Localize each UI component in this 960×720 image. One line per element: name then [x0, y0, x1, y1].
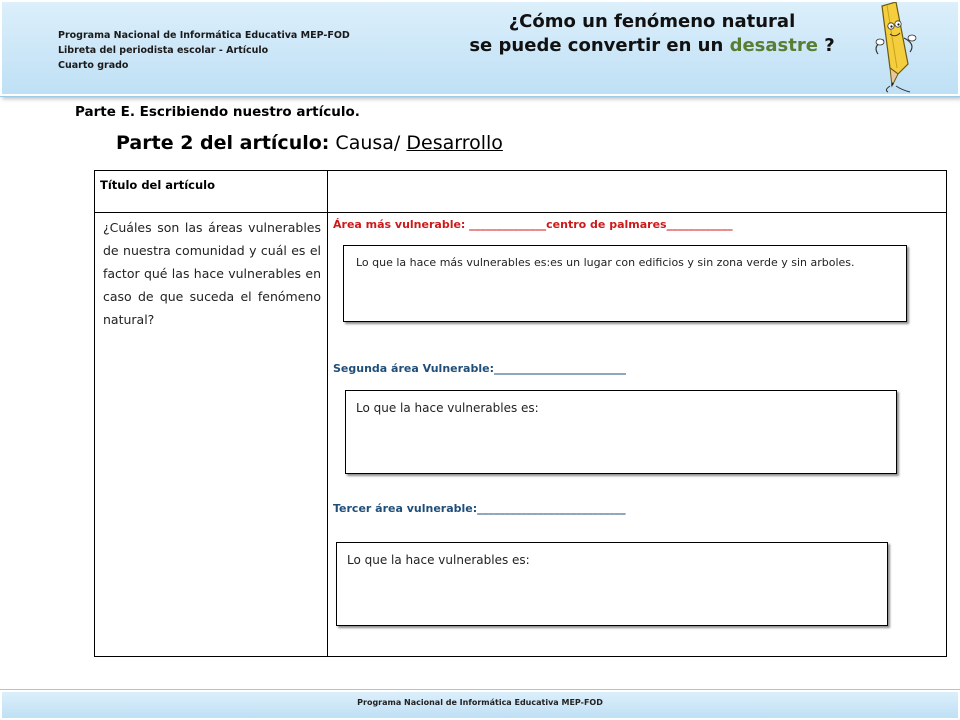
- article-title-field[interactable]: [330, 172, 943, 210]
- area-2-answer-box[interactable]: [345, 390, 897, 474]
- footer-text: Programa Nacional de Informática Educativa MEP-FOD: [357, 698, 603, 707]
- area-3-answer-box[interactable]: [336, 542, 888, 626]
- table-row-divider: [94, 212, 946, 213]
- page-title: [442, 10, 862, 58]
- notebook-name: Libreta del periodista escolar - Artículo: [58, 45, 269, 56]
- pencil-mascot-icon: [862, 2, 942, 94]
- article-title-label: Título del artículo: [100, 178, 216, 192]
- part-e-heading: Parte E. Escribiendo nuestro artículo.: [75, 104, 360, 120]
- title-line-2: [442, 34, 862, 58]
- area-2-answer-text: Lo que la hace vulnerables es:: [356, 401, 539, 415]
- title-line-2-prefix: se puede convertir en un: [469, 35, 730, 56]
- grade-label: Cuarto grado: [58, 60, 129, 71]
- area-3-answer-text: Lo que la hace vulnerables es:: [347, 553, 530, 567]
- area-1-label: Área más vulnerable: ______________centro de palmares____________: [333, 218, 733, 231]
- area-2-label: Segunda área Vulnerable:________________________: [333, 362, 626, 375]
- footer-banner: [0, 690, 960, 720]
- program-info: [58, 28, 350, 73]
- title-suffix: ?: [817, 35, 835, 56]
- area-1-answer-text: Lo que la hace más vulnerables es:es un lugar con edificios y sin zona verde y sin arboles.: [356, 256, 855, 269]
- table-column-divider: [327, 170, 328, 656]
- part-2-label: Parte 2 del artículo:: [116, 132, 330, 154]
- area-3-label: Tercer área vulnerable:___________________________: [333, 502, 626, 515]
- part-2-development: Desarrollo: [406, 132, 503, 154]
- title-highlight: desastre: [729, 35, 818, 56]
- vulnerable-areas-question: ¿Cuáles son las áreas vulnerables de nuestra comunidad y cuál es el factor qué las hace vulnerables en caso de que suceda el fenómeno natural?: [103, 220, 321, 327]
- part-2-heading: [116, 132, 503, 154]
- part-2-cause: Causa/: [329, 132, 407, 154]
- title-line-1: ¿Cómo un fenómeno natural: [508, 11, 796, 32]
- area-1-answer-box[interactable]: [343, 245, 907, 322]
- program-name: Programa Nacional de Informática Educativa MEP-FOD: [58, 30, 350, 41]
- header-banner: [0, 0, 960, 96]
